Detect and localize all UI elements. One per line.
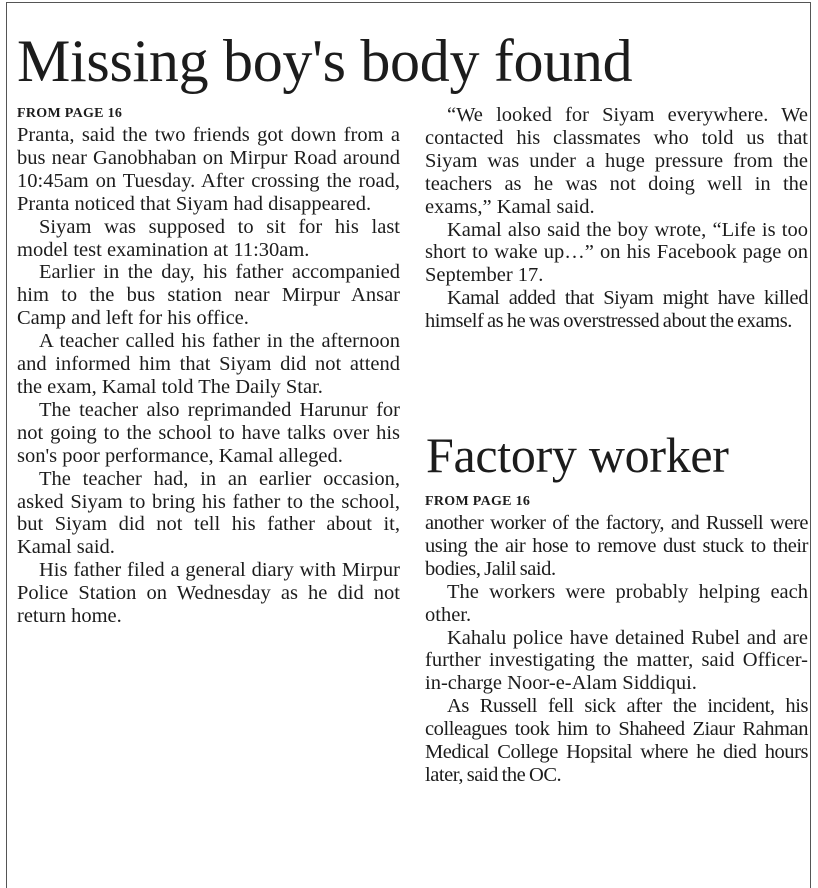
left-rule	[6, 2, 7, 888]
article1-paragraph: Earlier in the day, his father accompanied him to the bus station near Mirpur Ansar Camp and left for his office.	[17, 261, 400, 330]
headline-factory-worker: Factory worker	[426, 427, 729, 483]
article2-paragraph: The workers were probably helping each other.	[425, 580, 808, 626]
article1-paragraph: “We looked for Siyam everywhere. We contacted his classmates who told us that Siyam was under a huge pressure from the teachers as he was not doing well in the exams,” Kamal said.	[425, 104, 808, 218]
article1-paragraph: His father filed a general diary with Mirpur Police Station on Wednesday as he did not return home.	[17, 559, 400, 628]
article1-paragraph: Siyam was supposed to sit for his last model test examination at 11:30am.	[17, 215, 400, 261]
article2-column	[425, 492, 808, 787]
right-rule	[810, 2, 811, 888]
article2-paragraph: Kahalu police have detained Rubel and are further investigating the matter, said Officer-in-charge Noor-e-Alam Siddiqui.	[425, 626, 808, 695]
article1-paragraph: A teacher called his father in the afternoon and informed him that Siyam did not attend the exam, Kamal told The Daily Star.	[17, 330, 400, 398]
kicker-from-page: FROM PAGE 16	[425, 494, 531, 509]
headline-missing-boy: Missing boy's body found	[17, 28, 633, 94]
article1-paragraph: Kamal added that Siyam might have killed himself as he was overstressed about the exams.	[425, 287, 808, 333]
article1-paragraph: Kamal also said the boy wrote, “Life is too short to wake up…” on his Facebook page on September 17.	[425, 218, 808, 287]
article1-paragraph: Pranta, said the two friends got down from a bus near Ganobhaban on Mirpur Road around 10:45am on Tuesday. After crossing the road, Pranta noticed that Siyam had disappeared.	[17, 124, 400, 215]
article1-left-column	[17, 104, 400, 628]
article1-paragraph: The teacher had, in an earlier occasion, asked Siyam to bring his father to the school, but Siyam did not tell his father about it, Kamal said.	[17, 467, 400, 559]
article1-paragraph: The teacher also reprimanded Harunur for not going to the school to have talks over his son's poor performance, Kamal alleged.	[17, 398, 400, 467]
article1-right-column	[425, 104, 808, 333]
article2-paragraph: another worker of the factory, and Russell were using the air hose to remove dust stuck to their bodies, Jalil said.	[425, 512, 808, 580]
top-rule	[6, 2, 811, 3]
article2-paragraph: As Russell fell sick after the incident, his colleagues took him to Shaheed Ziaur Rahman Medical College Hopsital where he died hours later, said the OC.	[425, 695, 808, 786]
kicker-from-page: FROM PAGE 16	[17, 106, 123, 121]
